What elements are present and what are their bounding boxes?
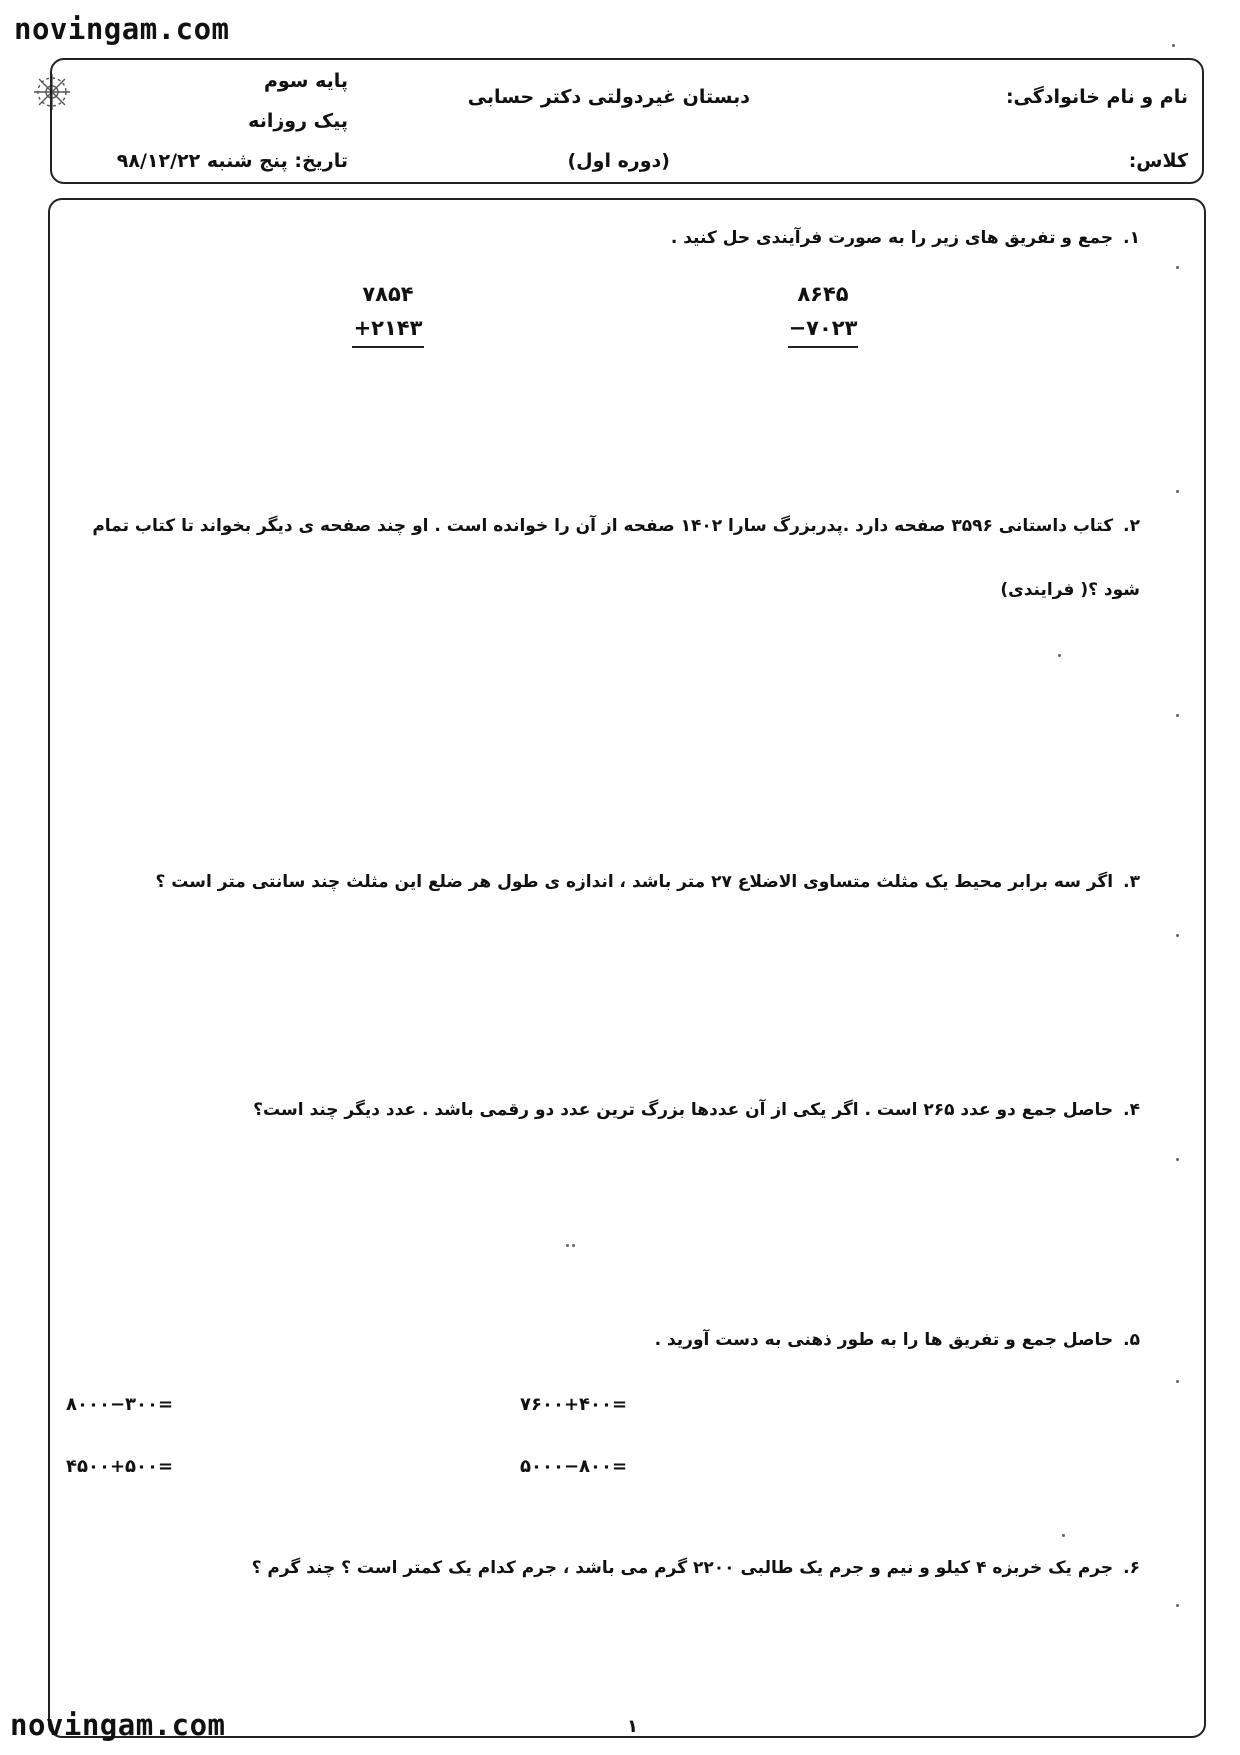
scan-speck (1176, 934, 1179, 937)
question-1-text: جمع و تفریق های زیر را به صورت فرآیندی حل کنید . (670, 228, 1114, 248)
question-4-number: ۴. (1123, 1100, 1140, 1120)
addition-top: ۷۸۵۴ (362, 282, 414, 306)
school-name: دبستان غیردولتی دکتر حسابی (467, 86, 750, 108)
question-2-number: ۲. (1123, 516, 1140, 536)
question-5-number: ۵. (1123, 1330, 1140, 1350)
worksheet-type: پیک روزانه (248, 110, 348, 132)
mental-math-2: ۸۰۰۰−۳۰۰= (66, 1394, 174, 1415)
question-2-line1: کتاب داستانی ۳۵۹۶ صفحه دارد .پدربزرگ سارا ۱۴۰۲ صفحه از آن را خوانده است . او چند صفحه ی دیگر بخواند تا کتاب تمام (92, 516, 1114, 536)
question-6 (252, 1558, 1140, 1578)
question-1-number: ۱. (1123, 228, 1140, 248)
question-3 (156, 872, 1140, 892)
addition-bottom: +۲۱۴۳ (352, 316, 424, 348)
grade-label: پایه سوم (263, 70, 348, 92)
addition-problem (352, 282, 424, 348)
scan-speck (1058, 654, 1061, 657)
subtraction-problem (788, 282, 858, 348)
mental-math-4: ۴۵۰۰+۵۰۰= (66, 1456, 174, 1477)
scan-speck (1176, 714, 1179, 717)
scan-speck (1176, 266, 1179, 269)
watermark-top: novingam.com (14, 12, 230, 46)
mental-math-3: ۵۰۰۰−۸۰۰= (520, 1456, 628, 1477)
question-3-number: ۳. (1123, 872, 1140, 892)
class-label: کلاس: (1128, 150, 1188, 172)
question-1 (671, 228, 1140, 248)
scan-speck (1176, 490, 1179, 493)
question-3-text: اگر سه برابر محیط یک مثلث متساوی الاضلاع ۲۷ متر باشد ، اندازه ی طول هر ضلع این مثلث چند سانتی متر است ؟ (155, 872, 1114, 892)
question-6-text: جرم یک خربزه ۴ کیلو و نیم و جرم یک طالبی ۲۲۰۰ گرم می باشد ، جرم کدام یک کمتر است ؟ چند گرم ؟ (251, 1558, 1114, 1578)
subtraction-top: ۸۶۴۵ (797, 282, 849, 306)
question-2-continuation: شود ؟( فرایندی) (1000, 580, 1140, 600)
question-5-text: حاصل جمع و تفریق ها را به طور ذهنی به دست آورید . (654, 1330, 1114, 1350)
scan-speck (1062, 1534, 1065, 1537)
watermark-bottom: novingam.com (10, 1708, 226, 1742)
scan-speck (1172, 44, 1175, 47)
question-2 (92, 516, 1140, 536)
questions-box (48, 198, 1206, 1738)
scan-speck (1176, 1380, 1179, 1383)
scan-speck (1176, 1158, 1179, 1161)
date-label: تاریخ: پنج شنبه ۹۸/۱۲/۲۲ (116, 150, 348, 172)
subtraction-bottom: −۷۰۲۳ (788, 316, 858, 348)
scan-speck (566, 1244, 569, 1247)
name-label: نام و نام خانوادگی: (1005, 86, 1188, 108)
scan-speck (572, 1244, 575, 1247)
school-period: (دوره اول) (567, 150, 670, 172)
question-6-number: ۶. (1123, 1558, 1140, 1578)
scan-speck (1176, 1604, 1179, 1607)
question-5 (655, 1330, 1140, 1350)
mental-math-1: ۷۶۰۰+۴۰۰= (520, 1394, 628, 1415)
page-number: ۱ (627, 1716, 638, 1737)
question-4 (253, 1100, 1140, 1120)
question-4-text: حاصل جمع دو عدد ۲۶۵ است . اگر یکی از آن عددها بزرگ ترین عدد دو رقمی باشد . عدد دیگر چند است؟ (253, 1100, 1114, 1120)
